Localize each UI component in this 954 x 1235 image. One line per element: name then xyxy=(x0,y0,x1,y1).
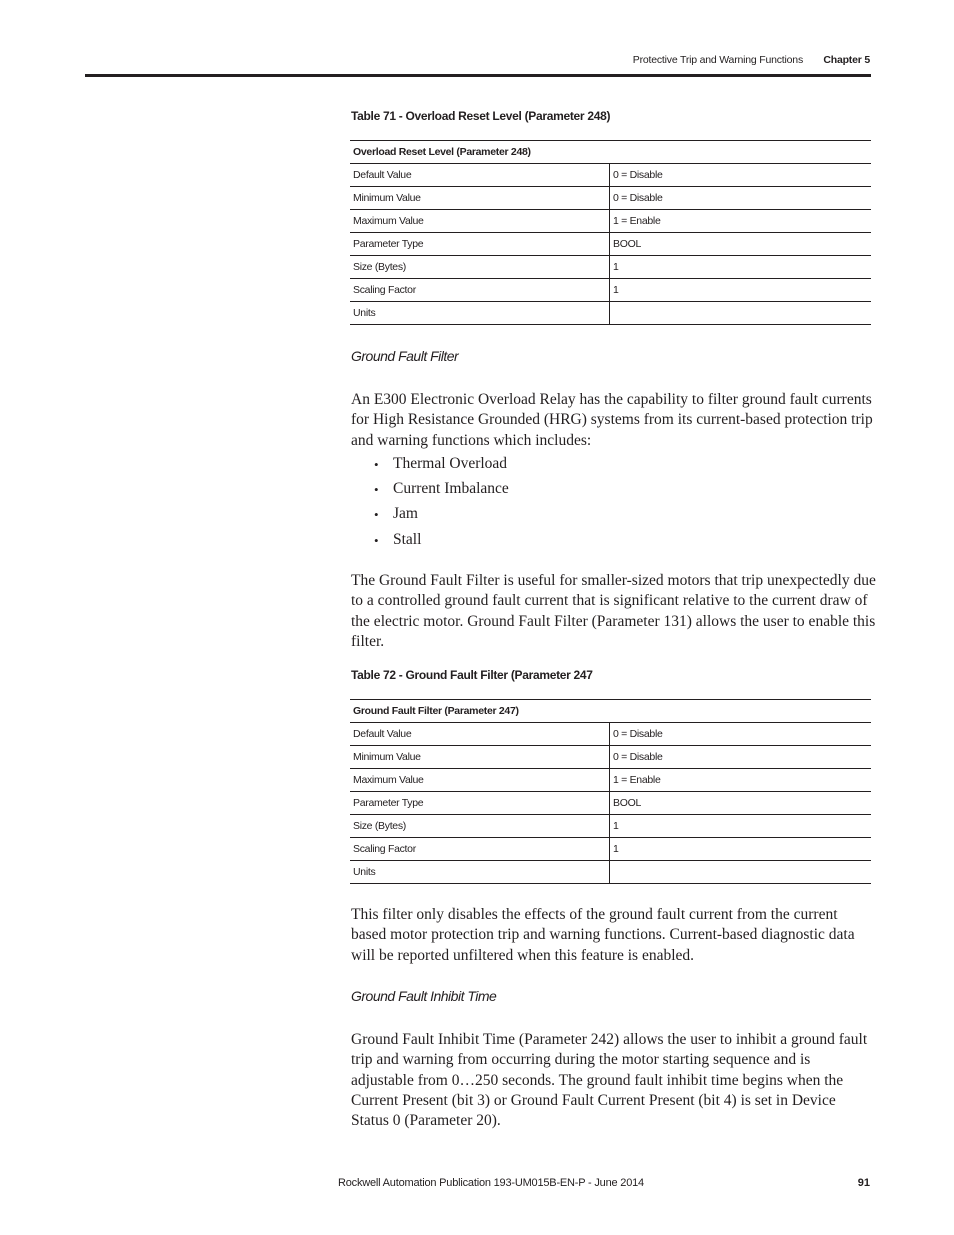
footer-publication: Rockwell Automation Publication 193-UM015B-EN-P - June 2014 xyxy=(338,1177,644,1189)
list-item: • Jam xyxy=(351,504,509,529)
table-72-header: Ground Fault Filter (Parameter 247) xyxy=(350,700,871,723)
row-value: 0 = Disable xyxy=(610,723,872,746)
row-value: BOOL xyxy=(610,233,872,256)
bullet-list xyxy=(351,454,509,555)
table-row xyxy=(350,187,871,210)
row-label: Size (Bytes) xyxy=(350,256,610,279)
table-71-header: Overload Reset Level (Parameter 248) xyxy=(350,141,871,164)
list-item: • Thermal Overload xyxy=(351,454,509,479)
table-72-title: Table 72 - Ground Fault Filter (Parameter 247 xyxy=(351,668,593,682)
row-value xyxy=(610,861,872,884)
table-row xyxy=(350,792,871,815)
table-row xyxy=(350,723,871,746)
row-label: Default Value xyxy=(350,723,610,746)
table-row xyxy=(350,302,871,325)
table-row xyxy=(350,210,871,233)
row-label: Size (Bytes) xyxy=(350,815,610,838)
row-label: Units xyxy=(350,302,610,325)
table-row xyxy=(350,279,871,302)
table-row xyxy=(350,233,871,256)
row-label: Parameter Type xyxy=(350,792,610,815)
section-heading-ground-fault-inhibit-time: Ground Fault Inhibit Time xyxy=(351,988,497,1004)
row-label: Minimum Value xyxy=(350,746,610,769)
row-value: 1 xyxy=(610,256,872,279)
row-label: Maximum Value xyxy=(350,769,610,792)
row-label: Scaling Factor xyxy=(350,279,610,302)
row-value: 0 = Disable xyxy=(610,187,872,210)
row-label: Maximum Value xyxy=(350,210,610,233)
row-value: 1 = Enable xyxy=(610,769,872,792)
paragraph-filter-usage: The Ground Fault Filter is useful for smaller-sized motors that trip unexpectedly due to a controlled ground fault current that is significant relative to the current draw of the electric motor. Ground Fault Filter (Parameter 131) allows the user to enable this filter. xyxy=(351,572,876,650)
table-row xyxy=(350,746,871,769)
table-row xyxy=(350,815,871,838)
table-71-title: Table 71 - Overload Reset Level (Parameter 248) xyxy=(351,109,611,123)
row-value: 1 xyxy=(610,815,872,838)
list-item: • Current Imbalance xyxy=(351,479,509,504)
row-label: Units xyxy=(350,861,610,884)
row-value: 0 = Disable xyxy=(610,746,872,769)
row-label: Scaling Factor xyxy=(350,838,610,861)
row-label: Minimum Value xyxy=(350,187,610,210)
paragraph-filter-note: This filter only disables the effects of the ground fault current from the current based motor protection trip and warning functions. Current-based diagnostic data will be reported unfiltered when this feature is enabled. xyxy=(351,906,855,964)
row-value xyxy=(610,302,872,325)
row-label: Parameter Type xyxy=(350,233,610,256)
table-71 xyxy=(350,140,871,325)
table-row xyxy=(350,861,871,884)
table-72 xyxy=(350,699,871,884)
row-value: 1 = Enable xyxy=(610,210,872,233)
table-row xyxy=(350,769,871,792)
paragraph-inhibit-time: Ground Fault Inhibit Time (Parameter 242) allows the user to inhibit a ground fault trip and warning from occurring during the motor starting sequence and is adjustable from 0…250 seconds. The ground fault inhibit time begins when the Current Present (bit 3) or Ground Fault Current Present (bit 4) is set in Device Status 0 (Parameter 20). xyxy=(351,1031,868,1130)
row-value: BOOL xyxy=(610,792,872,815)
table-row xyxy=(350,256,871,279)
running-header-section: Protective Trip and Warning Functions xyxy=(632,54,803,66)
row-value: 1 xyxy=(610,838,872,861)
paragraph-intro: An E300 Electronic Overload Relay has the capability to filter ground fault currents for High Resistance Grounded (HRG) systems from its current-based protection trip and warning functions which includes: xyxy=(351,391,873,449)
list-item: • Stall xyxy=(351,530,509,555)
section-heading-ground-fault-filter: Ground Fault Filter xyxy=(351,348,459,364)
header-rule xyxy=(85,74,871,77)
row-label: Default Value xyxy=(350,164,610,187)
page-number: 91 xyxy=(857,1177,870,1189)
table-row xyxy=(350,164,871,187)
running-header-chapter: Chapter 5 xyxy=(823,54,870,66)
row-value: 1 xyxy=(610,279,872,302)
row-value: 0 = Disable xyxy=(610,164,872,187)
table-row xyxy=(350,838,871,861)
